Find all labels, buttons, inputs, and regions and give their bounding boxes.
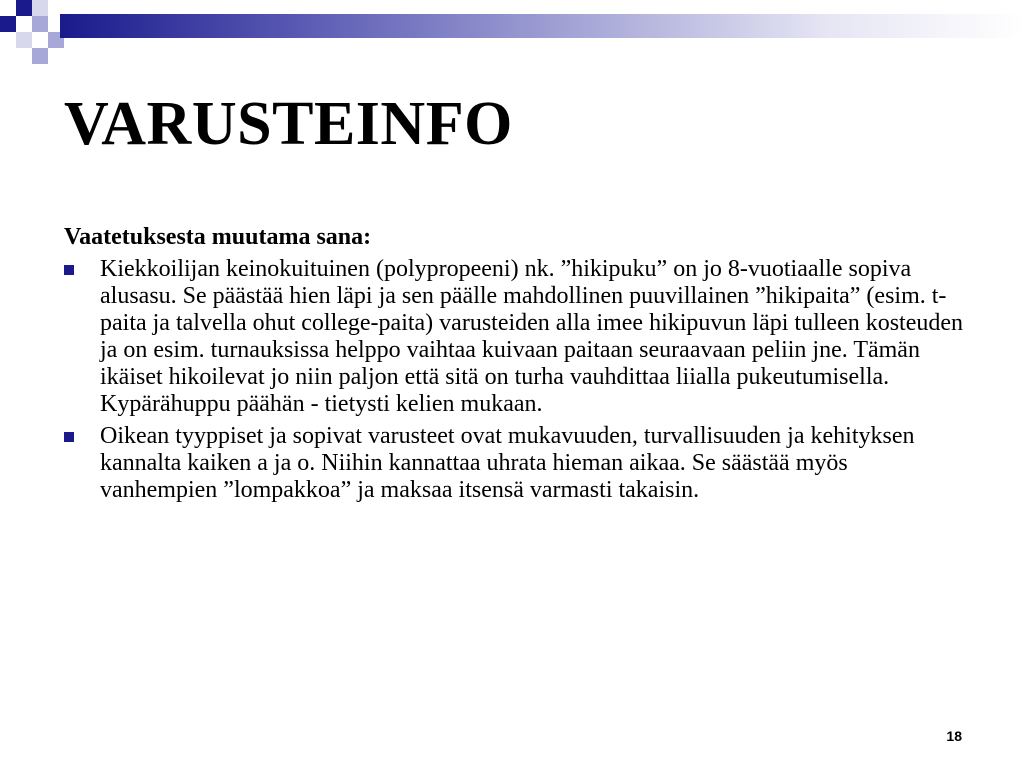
square-bullet-icon	[64, 432, 74, 442]
square-bullet-icon	[64, 265, 74, 275]
slide-title: VARUSTEINFO	[64, 90, 513, 158]
page-number: 18	[946, 728, 962, 744]
bullet-text: Oikean tyyppiset ja sopivat varusteet ovat mukavuuden, turvallisuuden ja kehityksen kannalta kaiken a ja o. Niihin kannattaa uhrata hieman aikaa. Se säästää myös vanhempien ”lompakkoa” ja maksaa itsensä varmasti takaisin.	[100, 423, 915, 503]
bullet-item-2	[64, 423, 964, 504]
bullet-text: Kiekkoilijan keinokuituinen (polypropeeni) nk. ”hikipuku” on jo 8-vuotiaalle sopiva alusasu. Se päästää hien läpi ja sen päälle mahdollinen puuvillainen ”hikipaita” (esim. t-paita ja talvella ohut college-paita) varusteiden alla imee hikipuvun läpi tulleen kosteuden ja on esim. turnauksissa helppo vaihtaa kuivaan paitaan seuraavaan peliin jne. Tämän ikäiset hikoilevat jo niin paljon että sitä on turha vauhdittaa liialla pukeutumisella. Kypärähuppu päähän - tietysti kelien mukaan.	[100, 256, 964, 417]
bullet-item-1	[64, 256, 964, 418]
lead-text: Vaatetuksesta muutama sana:	[64, 224, 372, 250]
header-gradient-bar	[60, 14, 1024, 38]
bullet-list	[64, 256, 964, 504]
slide-content	[64, 224, 964, 509]
